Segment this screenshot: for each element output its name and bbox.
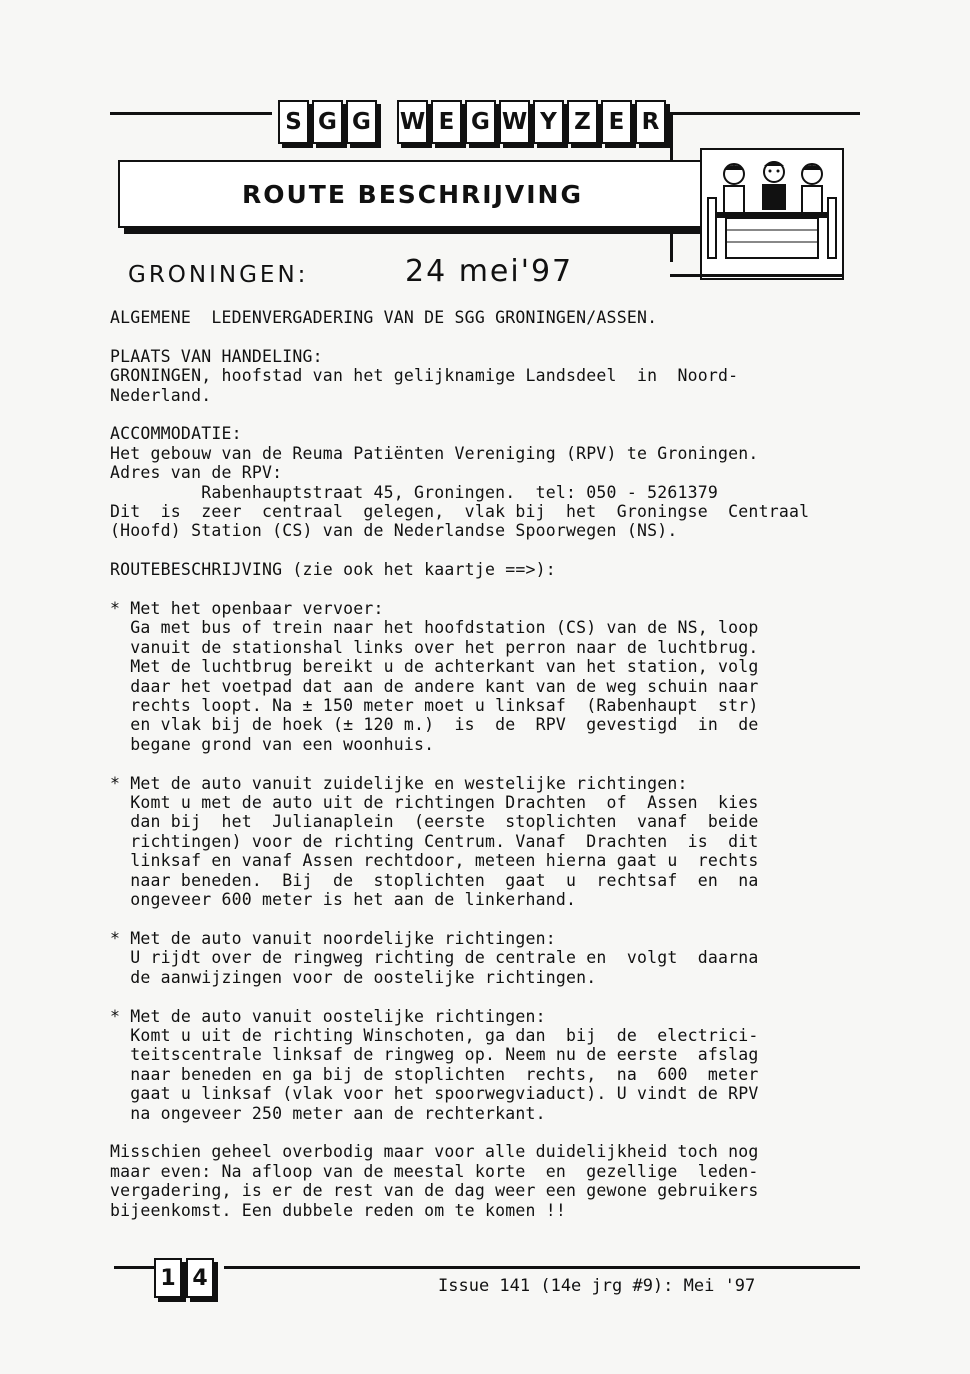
top-rule-left bbox=[110, 112, 272, 115]
text-line: Dit is zeer centraal gelegen, vlak bij het Groningse Centraal bbox=[110, 502, 810, 522]
meeting-place: GRONINGEN: bbox=[128, 262, 309, 288]
text-line: vanuit de stationshal links over het perron naar de luchtbrug. bbox=[110, 637, 759, 657]
text-line: richtingen) voor de richting Centrum. Vanaf Drachten is dit bbox=[110, 831, 759, 851]
text-line: Rabenhauptstraat 45, Groningen. tel: 050 - 5261379 bbox=[110, 482, 719, 502]
masthead-letter: Z bbox=[567, 100, 598, 144]
text-line: bijeenkomst. Een dubbele reden om te komen !! bbox=[110, 1200, 567, 1220]
masthead-letter: Y bbox=[533, 100, 564, 144]
text-line bbox=[110, 987, 870, 1006]
text-line bbox=[110, 541, 870, 560]
text-line: Adres van de RPV: bbox=[110, 463, 283, 483]
masthead-letter: G bbox=[465, 100, 496, 144]
masthead-letter: W bbox=[397, 100, 428, 144]
text-line: ROUTEBESCHRIJVING (zie ook het kaartje ==>): bbox=[110, 560, 556, 580]
text-line: * Met het openbaar vervoer: bbox=[110, 599, 384, 619]
masthead-letter: W bbox=[499, 100, 530, 144]
text-line: maar even: Na afloop van de meestal korte en gezellige leden- bbox=[110, 1161, 759, 1181]
meeting-date: 24 mei'97 bbox=[405, 254, 574, 289]
text-line: daar het voetpad dat aan de andere kant van de weg schuin naar bbox=[110, 676, 759, 696]
text-line: begane grond van een woonhuis. bbox=[110, 734, 435, 754]
masthead-letter: E bbox=[431, 100, 462, 144]
text-line: Komt u met de auto uit de richtingen Drachten of Assen kies bbox=[110, 793, 759, 813]
text-line bbox=[110, 1123, 870, 1142]
page-number-digit: 4 bbox=[186, 1258, 214, 1298]
text-line bbox=[110, 405, 870, 424]
masthead-letter: S bbox=[278, 100, 309, 144]
text-line: Nederland. bbox=[110, 385, 212, 405]
text-line: Misschien geheel overbodig maar voor alle duidelijkheid toch nog bbox=[110, 1142, 759, 1162]
text-line: rechts loopt. Na ± 150 meter moet u linksaf (Rabenhaupt str) bbox=[110, 696, 759, 716]
issue-info: Issue 141 (14e jrg #9): Mei '97 bbox=[438, 1276, 756, 1296]
text-line: Met de luchtbrug bereikt u de achterkant van het station, volg bbox=[110, 657, 759, 677]
text-line bbox=[110, 754, 870, 773]
text-line: * Met de auto vanuit zuidelijke en westelijke richtingen: bbox=[110, 773, 688, 793]
meeting-people-icon bbox=[702, 150, 842, 278]
text-line bbox=[110, 327, 870, 346]
text-line bbox=[110, 910, 870, 929]
masthead bbox=[278, 100, 666, 144]
text-line: ongeveer 600 meter is het aan de linkerhand. bbox=[110, 890, 577, 910]
masthead-letter: E bbox=[601, 100, 632, 144]
text-line: de aanwijzingen voor de oostelijke richtingen. bbox=[110, 967, 597, 987]
text-line: teitscentrale linksaf de ringweg op. Neem nu de eerste afslag bbox=[110, 1045, 759, 1065]
text-line: * Met de auto vanuit noordelijke richtingen: bbox=[110, 928, 556, 948]
text-line: en vlak bij de hoek (± 120 m.) is de RPV gevestigd in de bbox=[110, 715, 759, 735]
text-line: ACCOMMODATIE: bbox=[110, 424, 242, 444]
text-line: GRONINGEN, hoofstad van het gelijknamige Landsdeel in Noord- bbox=[110, 366, 739, 386]
text-line: gaat u linksaf (vlak voor het spoorwegviaduct). U vindt de RPV bbox=[110, 1084, 759, 1104]
date-rule bbox=[670, 274, 842, 277]
text-line: na ongeveer 250 meter aan de rechterkant. bbox=[110, 1103, 546, 1123]
text-line: PLAATS VAN HANDELING: bbox=[110, 346, 323, 366]
text-line: naar beneden. Bij de stoplichten gaat u rechtsaf en na bbox=[110, 870, 759, 890]
text-line: * Met de auto vanuit oostelijke richtingen: bbox=[110, 1006, 546, 1026]
text-line: (Hoofd) Station (CS) van de Nederlandse Spoorwegen (NS). bbox=[110, 521, 678, 541]
text-line: vergadering, is er de rest van de dag weer een gewone gebruikers bbox=[110, 1181, 759, 1201]
text-line: linksaf en vanaf Assen rechtdoor, meteen hierna gaat u rechts bbox=[110, 851, 759, 871]
text-line: U rijdt over de ringweg richting de centrale en volgt daarna bbox=[110, 948, 759, 968]
text-line: dan bij het Julianaplein (eerste stoplichten vanaf beide bbox=[110, 812, 759, 832]
text-line bbox=[110, 580, 870, 599]
route-title: ROUTE BESCHRIJVING bbox=[242, 179, 583, 209]
meeting-illustration bbox=[700, 148, 844, 280]
text-line: ALGEMENE LEDENVERGADERING VAN DE SGG GRONINGEN/ASSEN. bbox=[110, 308, 658, 327]
masthead-letter: R bbox=[635, 100, 666, 144]
page-number-digit: 1 bbox=[154, 1258, 182, 1298]
masthead-letter: G bbox=[346, 100, 377, 144]
footer-rule-right bbox=[224, 1266, 860, 1269]
top-rule-right bbox=[650, 112, 860, 115]
text-line: Het gebouw van de Reuma Patiënten Vereniging (RPV) te Groningen. bbox=[110, 443, 759, 463]
text-line: Ga met bus of trein naar het hoofdstation (CS) van de NS, loop bbox=[110, 618, 759, 638]
route-title-box bbox=[118, 160, 707, 228]
route-description bbox=[110, 308, 870, 1220]
masthead-letter: G bbox=[312, 100, 343, 144]
text-line: Komt u uit de richting Winschoten, ga dan bij de electrici- bbox=[110, 1025, 759, 1045]
text-line: naar beneden en ga bij de stoplichten rechts, na 600 meter bbox=[110, 1064, 759, 1084]
footer-rule-left bbox=[114, 1266, 154, 1269]
